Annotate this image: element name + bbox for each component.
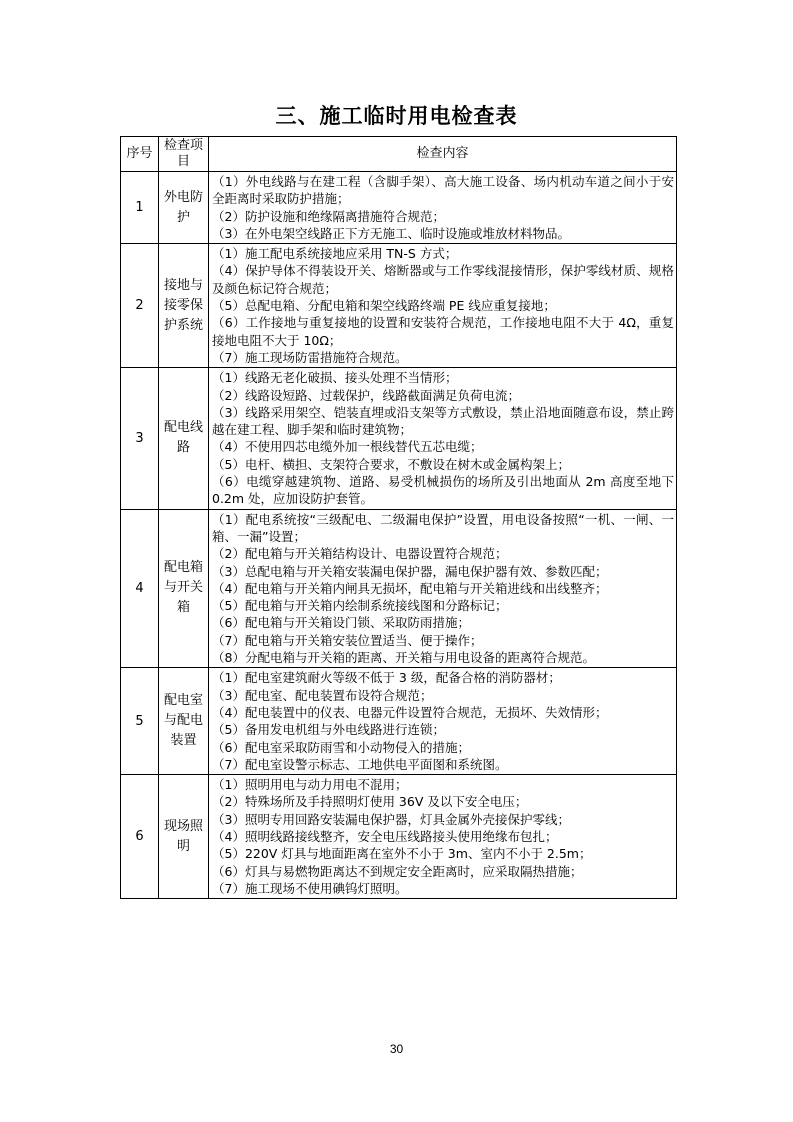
content-line: （3）在外电架空线路正下方无施工、临时设施或堆放材料物品。 xyxy=(212,225,570,241)
content-line: （5）配电箱与开关箱内绘制系统接线图和分路标记； xyxy=(212,598,508,614)
content-line: （4）不使用四芯电缆外加一根线替代五芯电缆； xyxy=(212,439,483,455)
content-line: （5）备用发电机组与外电线路进行连锁； xyxy=(212,722,445,738)
content-line: （4）配电装置中的仪表、电器元件设置符合规范，无损坏、失效情形； xyxy=(212,704,608,720)
content-line: （3）配电室、配电装置布设符合规范； xyxy=(212,687,433,703)
header-no: 序号 xyxy=(121,137,159,172)
content-line: （4）保护导体不得装设开关、熔断器或与工作零线混接情形，保护零线材质、规格及颜色标记符合规范； xyxy=(212,263,674,296)
row-item: 配电室与配电装置 xyxy=(159,668,209,775)
row-item: 现场照明 xyxy=(159,775,209,899)
header-content: 检查内容 xyxy=(209,137,677,172)
row-content xyxy=(209,368,677,509)
content-line: （3）总配电箱与开关箱安装漏电保护器，漏电保护器有效、参数匹配； xyxy=(212,563,608,579)
content-line: （4）照明线路接线整齐，安全电压线路接头使用绝缘布包扎； xyxy=(212,828,558,844)
content-line: （2）防护设施和绝缘隔离措施符合规范； xyxy=(212,208,445,224)
row-item: 外电防护 xyxy=(159,172,209,244)
table-row xyxy=(121,368,677,509)
row-number: 5 xyxy=(121,668,159,775)
page-number: 30 xyxy=(389,1042,404,1056)
content-line: （3）线路采用架空、铠装直埋或沿支架等方式敷设，禁止沿地面随意布设，禁止跨越在建工程、脚手架和临时建筑物； xyxy=(212,404,674,438)
row-content xyxy=(209,244,677,368)
content-line: （4）配电箱与开关箱内闸具无损坏，配电箱与开关箱进线和出线整齐； xyxy=(212,580,608,596)
page-title: 三、施工临时用电检查表 xyxy=(275,104,518,128)
content-line: （1）配电系统按“三级配电、二级漏电保护”设置，用电设备按照“一机、一闸、一箱、一漏”设置； xyxy=(212,511,674,544)
table-row xyxy=(121,172,677,244)
content-line: （7）施工现场不使用碘钨灯照明。 xyxy=(212,880,408,896)
content-line: （2）特殊场所及手持照明灯使用 36V 及以下安全电压； xyxy=(212,794,528,810)
table-row xyxy=(121,668,677,775)
content-line: （2）线路设短路、过载保护，线路截面满足负荷电流； xyxy=(212,387,520,403)
content-line: （1）外电线路与在建工程（含脚手架）、高大施工设备、场内机动车道之间小于安全距离时采取防护措施； xyxy=(212,174,674,207)
table-row xyxy=(121,509,677,668)
content-line: （5）220V 灯具与地面距离在室外不小于 3m、室内不小于 2.5m； xyxy=(212,846,592,862)
content-line: （6）配电箱与开关箱设门锁、采取防雨措施； xyxy=(212,615,470,631)
table-row xyxy=(121,775,677,899)
row-content xyxy=(209,509,677,668)
content-line: （1）线路无老化破损、接头处理不当情形； xyxy=(212,370,458,386)
content-line: （7）施工现场防雷措施符合规范。 xyxy=(212,349,408,365)
row-content xyxy=(209,172,677,244)
row-item: 配电箱与开关箱 xyxy=(159,509,209,668)
content-line: （1）照明用电与动力用电不混用； xyxy=(212,777,408,793)
row-content xyxy=(209,775,677,899)
content-line: （6）工作接地与重复接地的设置和安装符合规范，工作接地电阻不大于 4Ω，重复接地电阻不大于 10Ω； xyxy=(212,315,674,348)
content-line: （6）电缆穿越建筑物、道路、易受机械损伤的场所及引出地面从 2m 高度至地下 0.2m 处，应加设防护套管。 xyxy=(212,474,674,507)
row-number: 3 xyxy=(121,368,159,509)
row-number: 6 xyxy=(121,775,159,899)
content-line: （3）照明专用回路安装漏电保护器，灯具金属外壳接保护零线； xyxy=(212,811,570,827)
row-number: 1 xyxy=(121,172,159,244)
content-line: （7）配电室设警示标志、工地供电平面图和系统图。 xyxy=(212,756,508,772)
content-line: （6）配电室采取防雨雪和小动物侵入的措施； xyxy=(212,739,470,755)
content-line: （6）灯具与易燃物距离达不到规定安全距离时，应采取隔热措施； xyxy=(212,863,583,879)
inspection-table xyxy=(120,136,677,899)
row-item: 接地与接零保护系统 xyxy=(159,244,209,368)
header-item: 检查项目 xyxy=(159,137,209,172)
content-line: （1）配电室建筑耐火等级不低于 3 级，配备合格的消防器材； xyxy=(212,670,561,686)
row-item: 配电线路 xyxy=(159,368,209,509)
header-row xyxy=(121,137,677,172)
row-number: 4 xyxy=(121,509,159,668)
content-line: （8）分配电箱与开关箱的距离、开关箱与用电设备的距离符合规范。 xyxy=(212,650,595,666)
row-content xyxy=(209,668,677,775)
content-line: （5）总配电箱、分配电箱和架空线路终端 PE 线应重复接地； xyxy=(212,298,556,314)
table-row xyxy=(121,244,677,368)
content-line: （2）配电箱与开关箱结构设计、电器设置符合规范； xyxy=(212,546,508,562)
content-line: （1）施工配电系统接地应采用 TN-S 方式； xyxy=(212,246,458,262)
content-line: （7）配电箱与开关箱安装位置适当、便于操作； xyxy=(212,632,483,648)
row-number: 2 xyxy=(121,244,159,368)
content-line: （5）电杆、横担、支架符合要求，不敷设在树木或金属构架上； xyxy=(212,456,570,472)
